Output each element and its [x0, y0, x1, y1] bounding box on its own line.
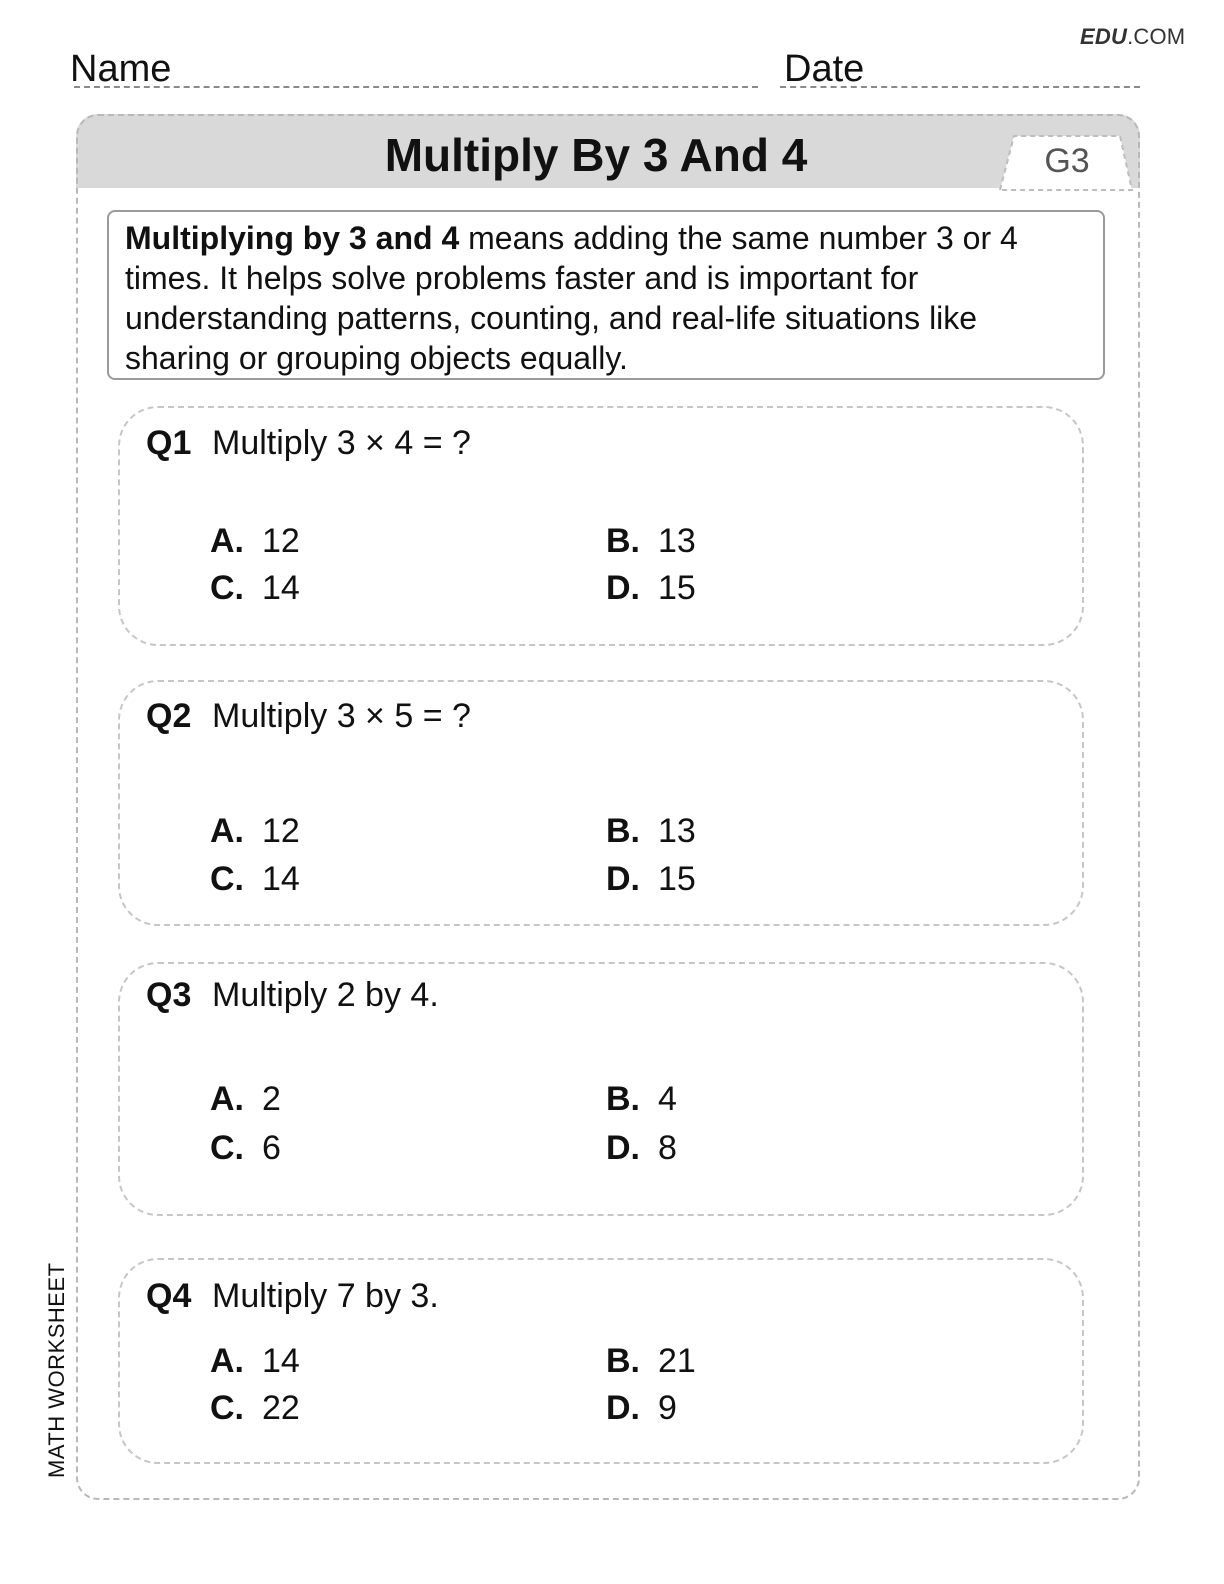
option-value: 9: [658, 1389, 677, 1427]
option-letter: A.: [210, 1342, 244, 1380]
question-text-2: Multiply 3 × 5 = ?: [212, 697, 471, 735]
option-1d[interactable]: [606, 569, 696, 608]
option-value: 22: [262, 1389, 300, 1427]
option-2d[interactable]: [606, 860, 696, 899]
option-value: 2: [262, 1080, 281, 1118]
option-letter: B.: [606, 1080, 640, 1118]
option-value: 14: [262, 569, 300, 607]
question-number-2: Q2: [146, 697, 192, 735]
intro-bold-text: Multiplying by 3 and 4: [125, 220, 460, 256]
question-number-4: Q4: [146, 1277, 192, 1315]
option-letter: B.: [606, 522, 640, 560]
option-value: 4: [658, 1080, 677, 1118]
option-letter: D.: [606, 569, 640, 607]
option-letter: A.: [210, 522, 244, 560]
option-letter: D.: [606, 860, 640, 898]
option-2b[interactable]: [606, 812, 696, 851]
option-value: 13: [658, 812, 696, 850]
option-value: 13: [658, 522, 696, 560]
option-3c[interactable]: [210, 1129, 281, 1168]
question-text-3: Multiply 2 by 4.: [212, 976, 439, 1014]
option-3a[interactable]: [210, 1080, 281, 1119]
side-label: MATH WORKSHEET: [44, 1262, 69, 1478]
brand-logo: [1080, 24, 1185, 50]
option-letter: B.: [606, 812, 640, 850]
option-value: 14: [262, 860, 300, 898]
option-value: 15: [658, 569, 696, 607]
option-letter: D.: [606, 1129, 640, 1167]
name-label: Name: [70, 48, 172, 90]
option-letter: A.: [210, 1080, 244, 1118]
option-letter: C.: [210, 1129, 244, 1167]
option-value: 14: [262, 1342, 300, 1380]
grade-badge: G3: [1044, 142, 1090, 180]
worksheet-title: Multiply By 3 And 4: [384, 129, 808, 181]
name-field-line[interactable]: [74, 86, 758, 88]
option-1a[interactable]: [210, 522, 300, 561]
option-4a[interactable]: [210, 1342, 300, 1381]
question-text-4: Multiply 7 by 3.: [212, 1277, 439, 1315]
option-value: 15: [658, 860, 696, 898]
intro-text: means adding the same number 3 or 4 times. It helps solve problems faster and is important for understanding patterns, counting, and real-life situations like sharing or grouping objects equally.: [125, 220, 1018, 376]
option-2a[interactable]: [210, 812, 300, 851]
option-3d[interactable]: [606, 1129, 677, 1168]
question-text-1: Multiply 3 × 4 = ?: [212, 424, 471, 462]
option-4d[interactable]: [606, 1389, 677, 1428]
option-letter: C.: [210, 1389, 244, 1427]
option-value: 8: [658, 1129, 677, 1167]
option-1b[interactable]: [606, 522, 696, 561]
option-value: 21: [658, 1342, 696, 1380]
option-letter: A.: [210, 812, 244, 850]
option-letter: D.: [606, 1389, 640, 1427]
option-letter: C.: [210, 569, 244, 607]
option-value: 12: [262, 812, 300, 850]
option-letter: C.: [210, 860, 244, 898]
option-2c[interactable]: [210, 860, 300, 899]
option-1c[interactable]: [210, 569, 300, 608]
option-value: 6: [262, 1129, 281, 1167]
option-4c[interactable]: [210, 1389, 300, 1428]
question-number-3: Q3: [146, 976, 192, 1014]
date-field-line[interactable]: [780, 86, 1140, 88]
brand-logo-rest: .COM: [1127, 24, 1186, 49]
brand-logo-bold: EDU: [1080, 24, 1128, 49]
date-label: Date: [784, 48, 865, 90]
option-4b[interactable]: [606, 1342, 696, 1381]
question-number-1: Q1: [146, 424, 192, 462]
option-3b[interactable]: [606, 1080, 677, 1119]
option-value: 12: [262, 522, 300, 560]
option-letter: B.: [606, 1342, 640, 1380]
intro-box: [107, 210, 1105, 380]
